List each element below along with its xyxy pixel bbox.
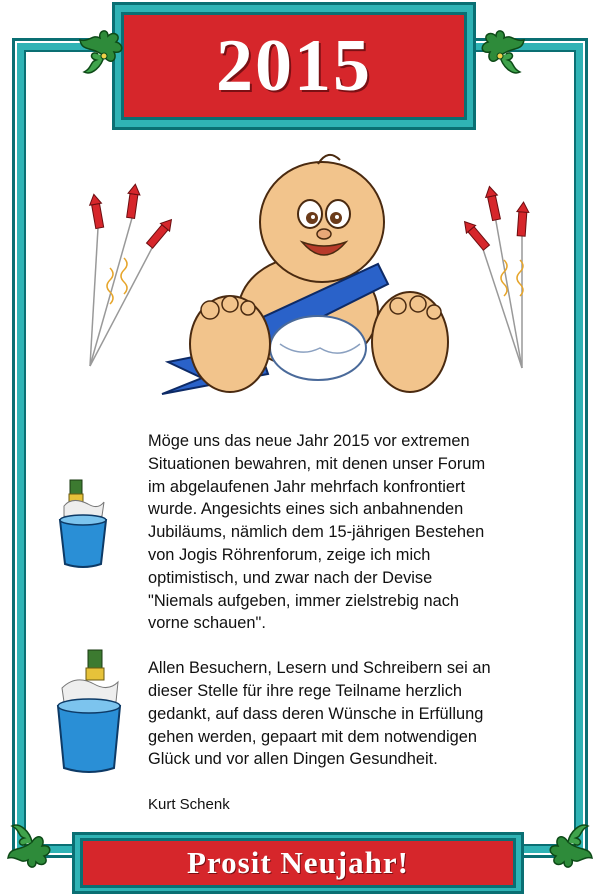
message-paragraph-1: Möge uns das neue Jahr 2015 vor extremen Situationen bewahren, mit denen unser Forum im abgelaufenen Jahr mehrfach konfrontiert wurde. Angesichts eines sich anbahnenden Jubiläums, nämlich dem 15-jährigen Bestehen von Jogis Röhrenforum, zeige ich mich optimistisch, und zwar nach der Devise "Niemals aufgeben, immer zielstrebig nach vorne schauen".	[148, 432, 486, 633]
leaf-ornament-icon	[538, 812, 598, 872]
leaf-ornament-icon	[470, 26, 530, 86]
baby-icon	[148, 144, 448, 406]
footer-banner	[80, 838, 516, 888]
footer-greeting: Prosit Neujahr!	[187, 845, 409, 880]
message-paragraph-2: Allen Besuchern, Lesern und Schreibern sei an dieser Stelle für ihre rege Teilname herzlich gedankt, auf dass deren Wünsche in Erfüllung gehen werden, gepaart mit dem notwendigen Glück und vor allen Dingen Gesundheit.	[148, 659, 491, 769]
year-title: 2015	[216, 24, 372, 107]
rocket-icon	[460, 190, 550, 370]
title-banner	[121, 12, 467, 120]
leaf-ornament-icon	[2, 812, 62, 872]
message-body	[148, 430, 578, 771]
champagne-bucket-icon	[48, 646, 130, 774]
champagne-bucket-icon	[52, 476, 114, 570]
leaf-ornament-icon	[74, 26, 134, 86]
signature: Kurt Schenk	[148, 796, 230, 813]
